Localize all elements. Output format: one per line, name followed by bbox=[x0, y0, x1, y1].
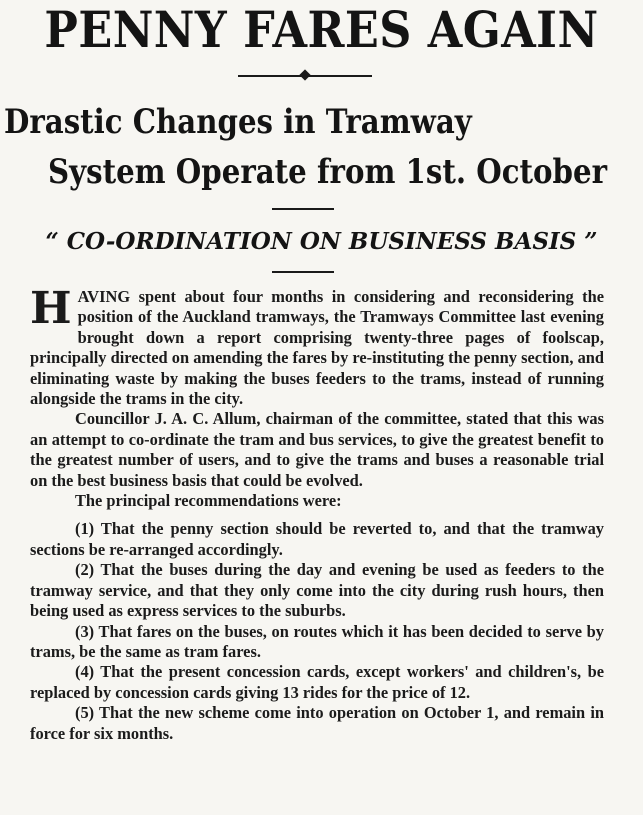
subhead-line-1: Drastic Changes in Tramway bbox=[4, 102, 472, 142]
recommendation-2: (2) That the buses during the day and evening be used as feeders to the tramway service, and that they only come into the city during rush hours, then being used as express services to the suburbs. bbox=[30, 560, 604, 621]
recommendation-5: (5) That the new scheme come into operation on October 1, and remain in force for six months. bbox=[30, 703, 604, 743]
recommendation-4: (4) That the present concession cards, except workers' and children's, be replaced by concession cards giving 13 rides for the price of 12. bbox=[30, 662, 604, 702]
kicker-heading: “ CO-ORDINATION ON BUSINESS BASIS ” bbox=[45, 228, 598, 255]
divider-rule-1 bbox=[272, 208, 334, 210]
lead-word: AVING bbox=[77, 287, 131, 306]
paragraph-3: The principal recommendations were: bbox=[75, 491, 342, 511]
headline: PENNY FARES AGAIN bbox=[44, 0, 599, 59]
paragraph-1 bbox=[30, 283, 604, 409]
paragraph-1-text: spent about four months in considering and reconsidering the position of the Auckland tramways, the Tramways Committee last evening brought down a report comprising twenty-three pages of foolscap, principally directed on amending the fares by re-instituting the penny section, and eliminating waste by making the buses feeders to the trams, instead of running alongside the trams in the city. bbox=[30, 287, 604, 409]
drop-cap: H bbox=[30, 283, 72, 334]
paragraph-2: Councillor J. A. C. Allum, chairman of the committee, stated that this was an attempt to co-ordinate the tram and bus services, to give the greatest benefit to the greatest number of users, and to give the trams and buses a reasonable trial on the best business basis that could be evolved. bbox=[30, 409, 604, 490]
recommendation-1: (1) That the penny section should be reverted to, and that the tramway sections be re-arranged accordingly. bbox=[30, 519, 604, 559]
subhead-line-2: System Operate from 1st. October bbox=[48, 152, 607, 192]
divider-rule-2 bbox=[272, 271, 334, 273]
ornament-rule-top bbox=[238, 75, 372, 77]
recommendation-3: (3) That fares on the buses, on routes which it has been decided to serve by trams, be the same as tram fares. bbox=[30, 621, 604, 661]
article-body bbox=[30, 283, 604, 744]
